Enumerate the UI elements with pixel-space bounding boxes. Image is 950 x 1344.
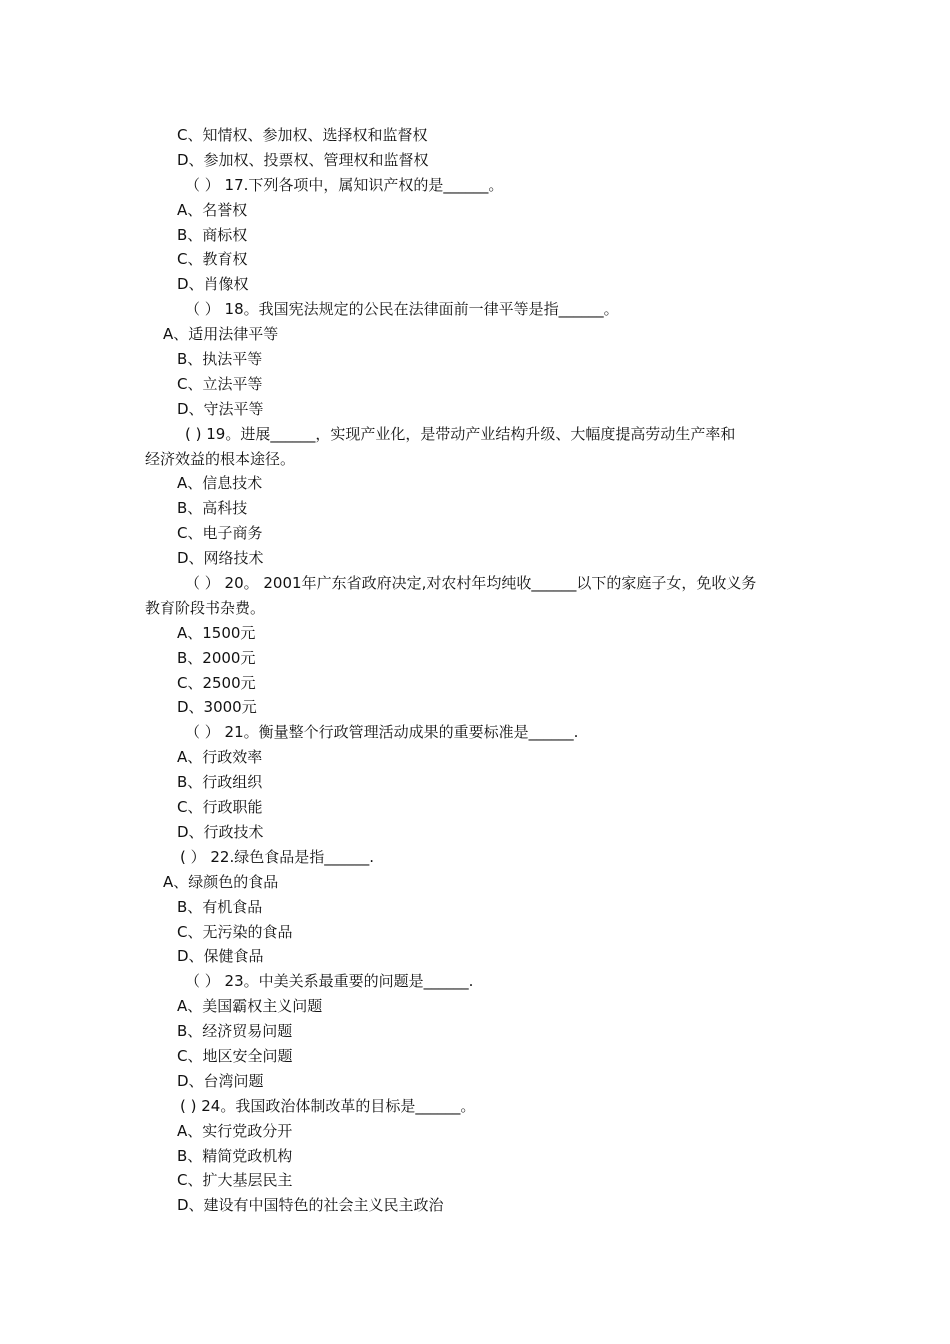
option-line: D、守法平等 [177,399,264,418]
question-19-continued: 经济效益的根本途径。 [145,449,296,468]
option-line: D、建设有中国特色的社会主义民主政治 [177,1196,444,1215]
option-line: D、网络技术 [177,549,264,568]
option-line: C、立法平等 [177,374,263,393]
option-line: B、高科技 [177,499,248,518]
option-line: A、美国霸权主义问题 [177,997,323,1016]
option-line: C、无污染的食品 [177,922,293,941]
question-list [0,123,950,1218]
option-line: C、行政职能 [177,798,263,817]
option-line: D、保健食品 [177,947,264,966]
option-line: B、精简党政机构 [177,1146,293,1165]
option-line: A、1500元 [177,623,256,642]
option-line: A、信息技术 [177,474,263,493]
question-20-continued: 教育阶段书杂费。 [145,598,266,617]
option-line: B、行政组织 [177,773,263,792]
option-line: B、执法平等 [177,350,263,369]
option-line: C、扩大基层民主 [177,1171,293,1190]
option-line: D、行政技术 [177,822,264,841]
option-line: C、地区安全问题 [177,1046,293,1065]
option-line: B、2000元 [177,648,256,667]
option-line: A、名誉权 [177,200,248,219]
question-18: （ ） 18。我国宪法规定的公民在法律面前一律平等是指______。 [185,300,619,319]
option-line: D、3000元 [177,698,257,717]
question-20: （ ） 20。 2001年广东省政府决定,对农村年均纯收______以下的家庭子女，免收义务 [185,574,757,593]
option-line: C、电子商务 [177,524,263,543]
option-line: C、2500元 [177,673,256,692]
question-22: ( ） 22.绿色食品是指______. [180,847,375,866]
question-19: ( ) 19。进展______，实现产业化，是带动产业结构升级、大幅度提高劳动生产率和 [185,424,736,443]
question-23: （ ） 23。中美关系最重要的问题是______. [185,972,474,991]
option-line: D、参加权、投票权、管理权和监督权 [177,150,429,169]
option-line: B、有机食品 [177,897,263,916]
option-line: A、绿颜色的食品 [163,872,279,891]
option-line: C、教育权 [177,250,248,269]
option-line: D、台湾问题 [177,1071,264,1090]
question-24: ( ) 24。我国政治体制改革的目标是______。 [180,1096,476,1115]
question-21: （ ） 21。衡量整个行政管理活动成果的重要标准是______. [185,723,579,742]
option-line: B、商标权 [177,225,248,244]
question-17: （ ） 17.下列各项中，属知识产权的是______。 [185,175,504,194]
option-line: D、肖像权 [177,275,249,294]
option-line: A、适用法律平等 [163,325,279,344]
option-line: B、经济贸易问题 [177,1022,293,1041]
option-line: C、知情权、参加权、选择权和监督权 [177,126,428,144]
option-line: A、实行党政分开 [177,1121,293,1140]
option-line: A、行政效率 [177,748,263,767]
